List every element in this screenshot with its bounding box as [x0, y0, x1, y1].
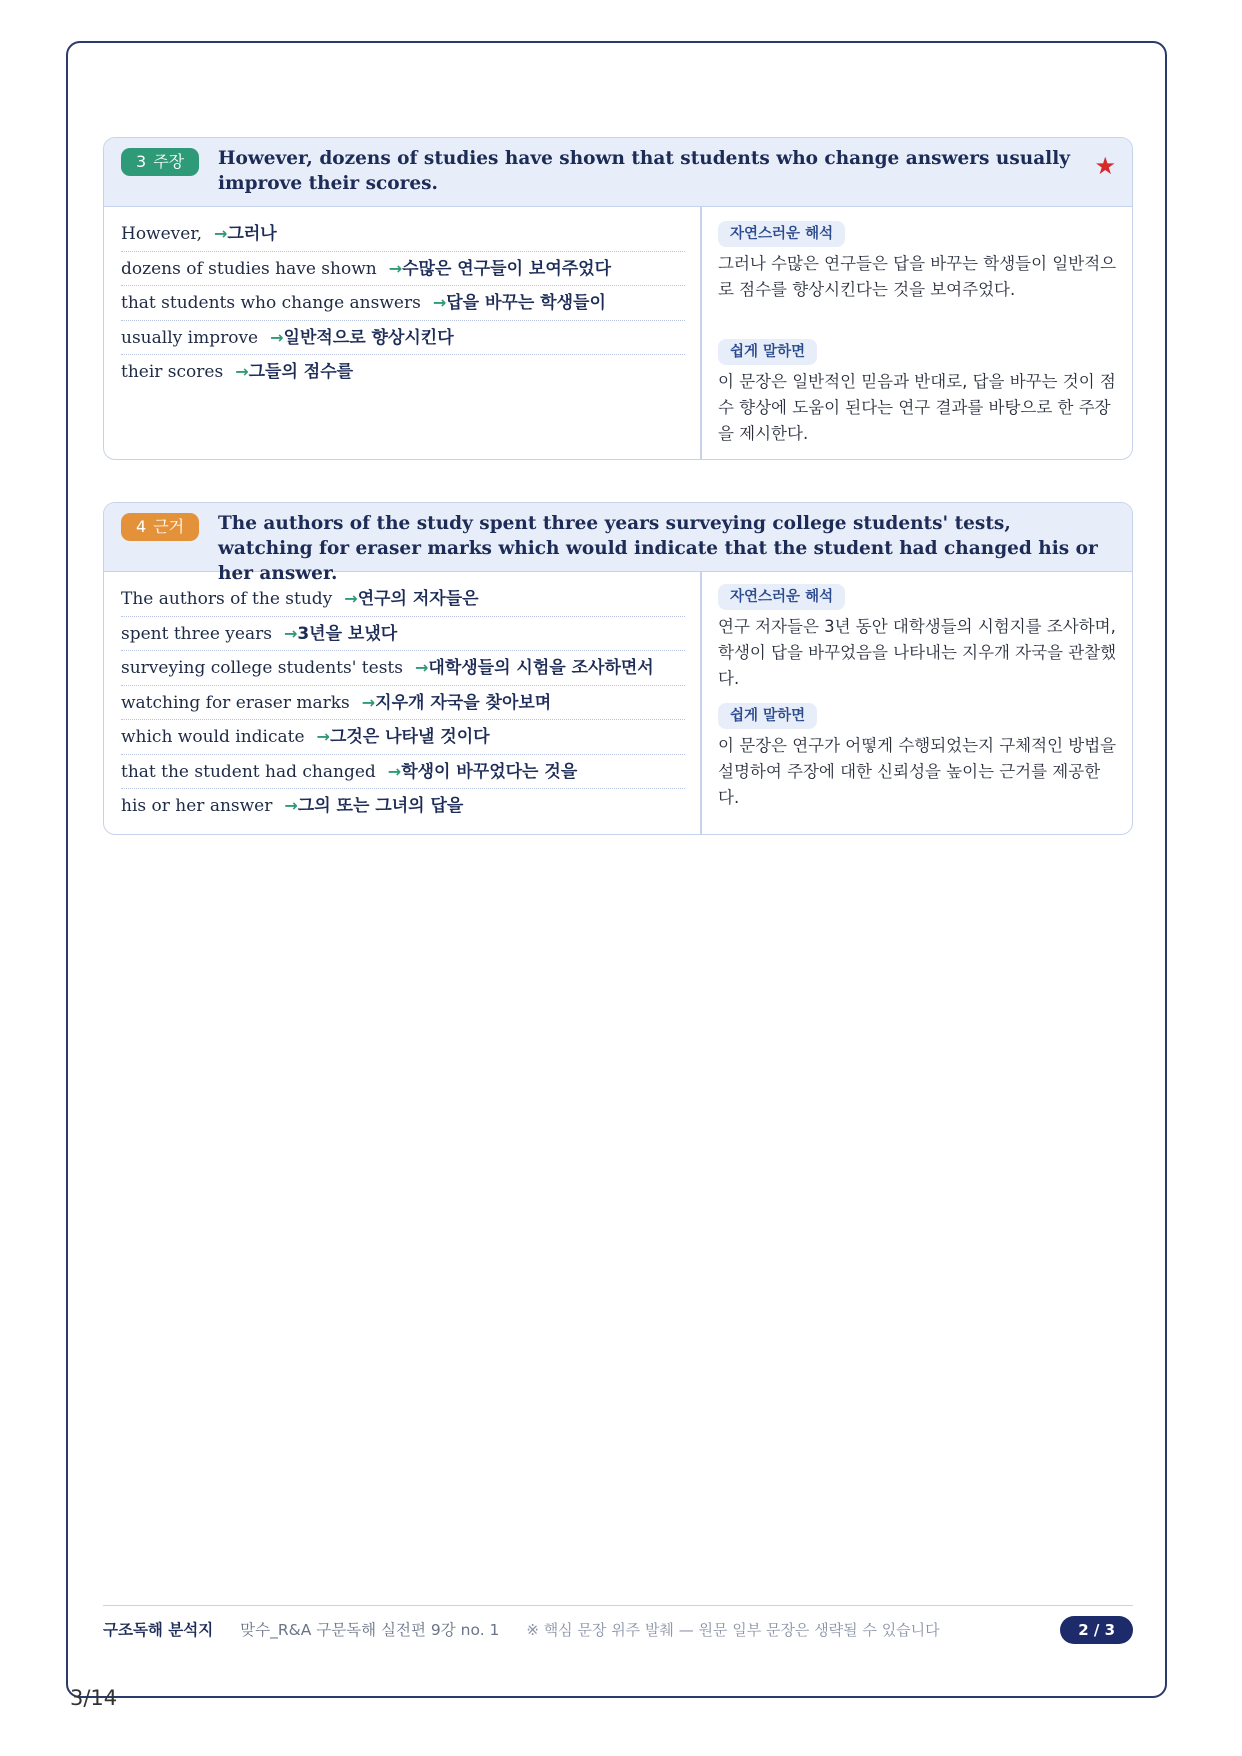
footer-series: 맞수_R&A 구문독해 실전편 9강 no. 1 — [240, 1621, 500, 1639]
chunk-english: watching for eraser marks — [121, 692, 350, 713]
easy-explanation — [718, 339, 1118, 447]
evidence-badge: 4 근거 — [121, 513, 199, 541]
chunk-row — [121, 686, 685, 721]
chunk-english: that students who change answers — [121, 293, 421, 313]
easy-explanation-text: 이 문장은 연구가 어떻게 수행되었는지 구체적인 방법을 설명하여 주장에 대한 신뢰성을 높이는 근거를 제공한다. — [718, 736, 1117, 807]
arrow-icon: → — [414, 658, 429, 677]
chunk-english: spent three years — [121, 623, 272, 644]
arrow-icon: → — [270, 327, 284, 347]
arrow-icon: → — [361, 692, 376, 712]
chunk-row — [121, 720, 685, 755]
page-number-badge: 2 / 3 — [1060, 1616, 1133, 1644]
sentence-card-body — [104, 207, 1132, 459]
natural-translation — [718, 584, 1118, 692]
chunk-english: The authors of the study — [121, 589, 333, 609]
footer-divider — [103, 1605, 1133, 1606]
chunk-row — [121, 321, 685, 356]
english-sentence: However, dozens of studies have shown that students who change answers usually improve their scores. — [218, 148, 1070, 194]
chunk-row — [121, 755, 685, 790]
chunk-english: his or her answer — [121, 796, 273, 816]
footer — [103, 1615, 1133, 1645]
chunk-row — [121, 789, 685, 824]
footer-note: ※ 핵심 문장 위주 발췌 — 원문 일부 문장은 생략될 수 있습니다 — [526, 1621, 940, 1639]
column-divider — [700, 207, 702, 459]
natural-translation-label: 자연스러운 해석 — [718, 221, 845, 247]
chunk-korean: 답을 바꾸는 학생들이 — [446, 293, 606, 313]
chunk-row — [121, 651, 685, 686]
star-icon: ★ — [1094, 152, 1116, 180]
natural-translation-text: 그러나 수많은 연구들은 답을 바꾸는 학생들이 일반적으로 점수를 향상시킨다는 것을 보여주었다. — [718, 254, 1117, 299]
chunk-korean: 그러나 — [227, 224, 277, 244]
arrow-icon: → — [387, 761, 402, 781]
arrow-icon: → — [316, 727, 330, 746]
arrow-icon: → — [235, 362, 249, 381]
chunk-english: which would indicate — [121, 727, 305, 747]
easy-explanation-text: 이 문장은 일반적인 믿음과 반대로, 답을 바꾸는 것이 점수 향상에 도움이 된다는 연구 결과를 바탕으로 한 주장을 제시한다. — [718, 372, 1116, 443]
easy-explanation — [718, 703, 1118, 811]
sentence-card-claim — [103, 137, 1133, 460]
natural-translation-text: 연구 저자들은 3년 동안 대학생들의 시험지를 조사하며, 학생이 답을 바꾸었음을 나타내는 지우개 자국을 관찰했다. — [718, 617, 1117, 688]
arrow-icon: → — [344, 589, 358, 608]
arrow-icon: → — [432, 293, 447, 312]
chunk-english: surveying college students' tests — [121, 658, 403, 678]
chunk-korean: 그것은 나타낼 것이다 — [329, 727, 490, 747]
sentence-card-header — [104, 138, 1132, 207]
sentence-card-evidence — [103, 502, 1133, 835]
chunk-english: dozens of studies have shown — [121, 258, 377, 279]
sentence-card-header — [104, 503, 1132, 584]
chunk-row — [121, 217, 685, 252]
sentence-card-body — [104, 572, 1132, 834]
chunk-english: However, — [121, 224, 202, 244]
chunk-row — [121, 582, 685, 617]
arrow-icon: → — [284, 796, 298, 815]
chunk-korean: 지우개 자국을 찾아보며 — [375, 692, 552, 713]
arrow-icon: → — [214, 224, 228, 243]
footer-brand: 구조독해 분석지 — [103, 1621, 214, 1639]
chunk-korean: 수많은 연구들이 보여주었다 — [402, 258, 612, 279]
natural-translation — [718, 221, 1118, 303]
chunk-row — [121, 252, 685, 287]
chunk-list — [121, 217, 685, 390]
chunk-korean: 3년을 보냈다 — [297, 623, 398, 644]
chunk-korean: 일반적으로 향상시킨다 — [283, 327, 454, 348]
arrow-icon: → — [388, 258, 403, 278]
chunk-korean: 학생이 바꾸었다는 것을 — [401, 761, 578, 782]
natural-translation-label: 자연스러운 해석 — [718, 584, 845, 610]
claim-badge: 3 주장 — [121, 148, 199, 176]
chunk-english: that the student had changed — [121, 761, 376, 782]
english-sentence: The authors of the study spent three years surveying college students' tests, watching for eraser marks which would indicate that the student had changed his or her answer. — [218, 513, 1098, 584]
column-divider — [700, 572, 702, 834]
chunk-english: usually improve — [121, 327, 259, 348]
chunk-korean: 대학생들의 시험을 조사하면서 — [428, 658, 654, 678]
chunk-korean: 그들의 점수를 — [248, 362, 354, 382]
easy-explanation-label: 쉽게 말하면 — [718, 339, 817, 365]
chunk-korean: 그의 또는 그녀의 답을 — [297, 796, 464, 816]
chunk-english: their scores — [121, 362, 224, 382]
chunk-korean: 연구의 저자들은 — [357, 589, 479, 609]
chunk-row — [121, 286, 685, 321]
easy-explanation-label: 쉽게 말하면 — [718, 703, 817, 729]
pdf-page-indicator: 3/14 — [70, 1686, 118, 1710]
chunk-row — [121, 355, 685, 390]
chunk-row — [121, 617, 685, 652]
arrow-icon: → — [283, 623, 298, 643]
chunk-list — [121, 582, 685, 824]
